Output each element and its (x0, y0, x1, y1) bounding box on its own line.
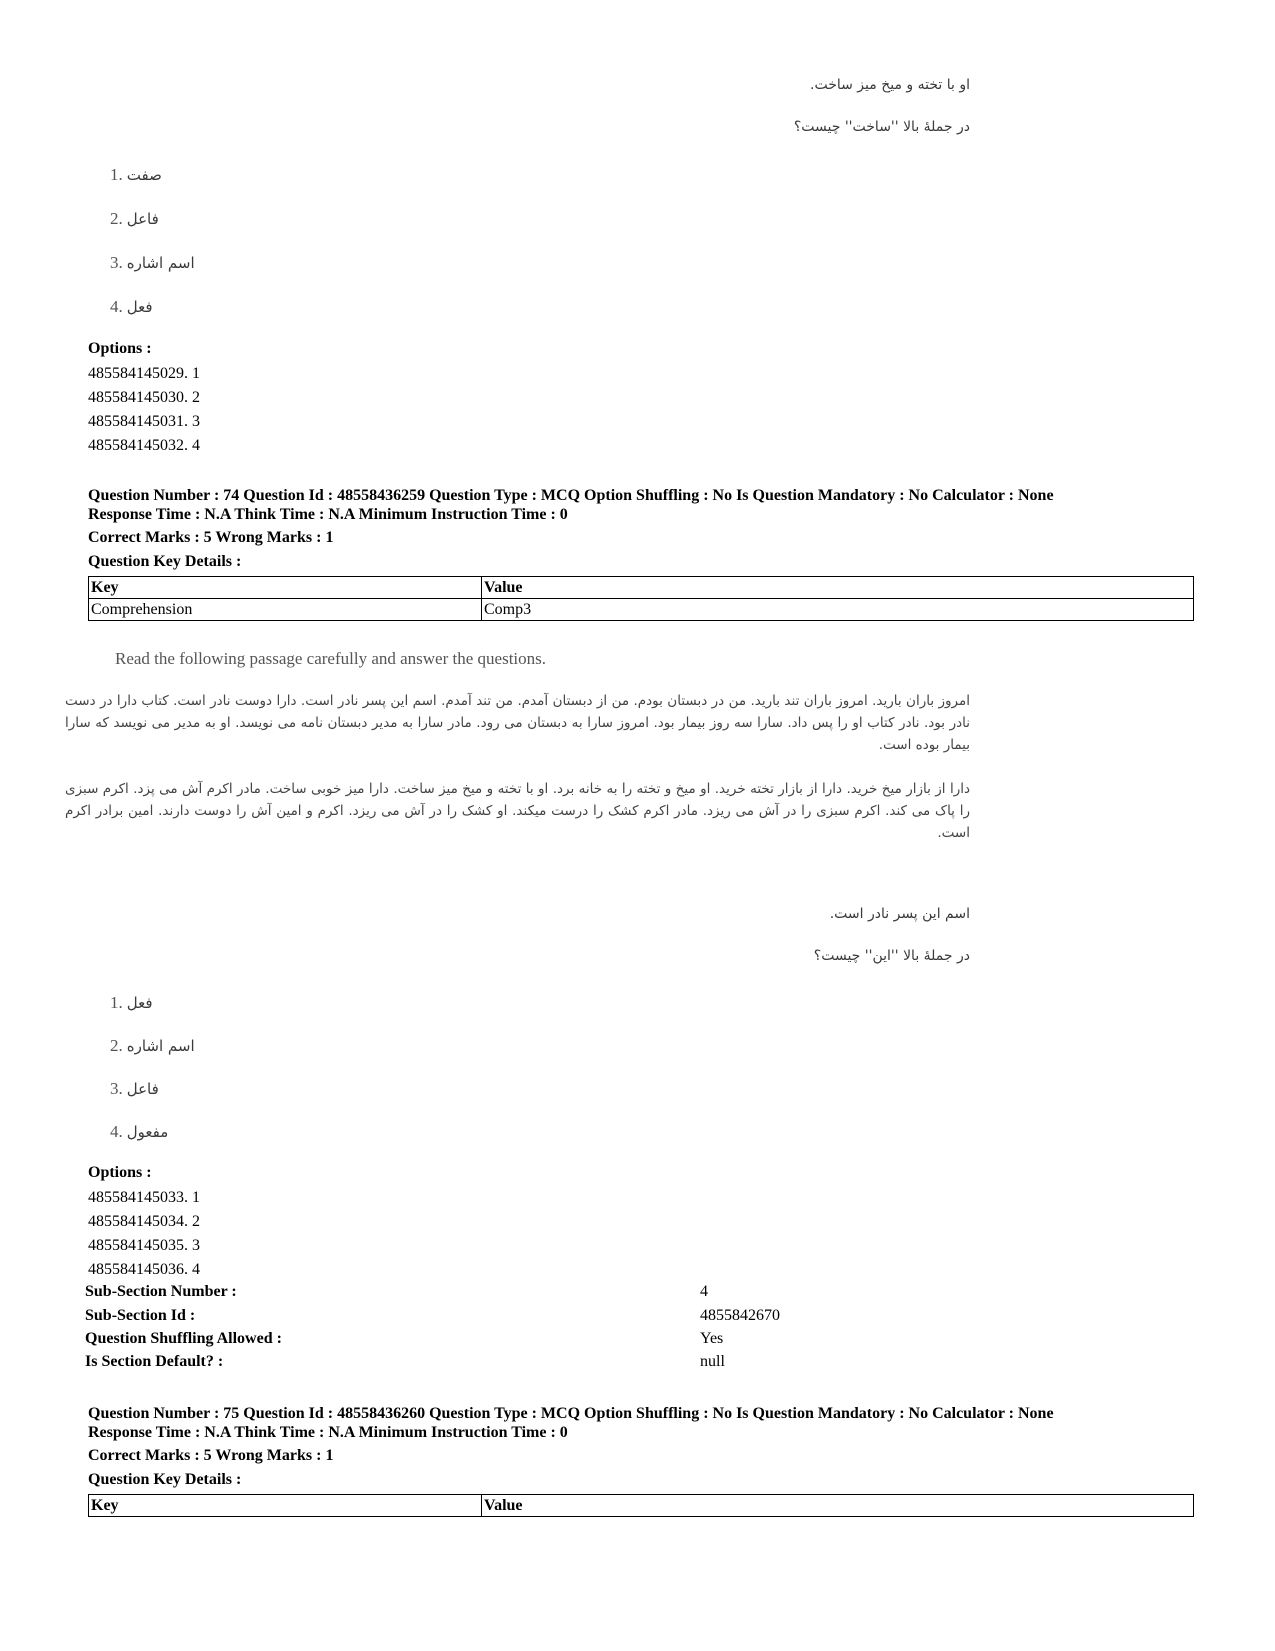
q73-options-list (88, 362, 200, 458)
option-line: 485584145033. 1 (88, 1189, 200, 1206)
q75-meta-line2: Response Time : N.A Think Time : N.A Minimum Instruction Time : 0 (88, 1424, 568, 1441)
subsection-value: null (700, 1353, 725, 1370)
choice-number: 1. (110, 165, 123, 184)
choice-number: 3. (110, 253, 123, 272)
table-cell-value: Comp3 (482, 599, 1194, 621)
subsection-label: Sub-Section Number : (85, 1283, 237, 1300)
q74-key-table (88, 576, 1194, 621)
choice-number: 2. (110, 209, 123, 228)
subsection-value: Yes (700, 1330, 724, 1347)
q75-key-details-label: Question Key Details : (88, 1471, 242, 1488)
q73-choice-1 (110, 165, 162, 185)
q74-meta-line1: Question Number : 74 Question Id : 48558436259 Question Type : MCQ Option Shuffling : No Is Question Mandatory : No Calculator : None (88, 487, 1054, 504)
option-line: 485584145034. 2 (88, 1213, 200, 1230)
table-header-key: Key (89, 577, 482, 599)
option-line: 485584145030. 2 (88, 389, 200, 406)
q73-options-label: Options : (88, 340, 152, 357)
q74-options-label: Options : (88, 1164, 152, 1181)
q74-marks: Correct Marks : 5 Wrong Marks : 1 (88, 529, 334, 546)
option-line: 485584145032. 4 (88, 437, 200, 454)
q74-choice-2 (110, 1036, 195, 1056)
q74-passage-paragraph-1: امروز باران بارید. امروز باران تند بارید. من در دبستان بودم. من از دبستان آمدم. من تند آمدم. اسم این پسر نادر است. دارا دوست نادر است. کتاب دارا در دست نادر بود. نادر کتاب او را پس داد. سارا سه روز بیمار بود. امروز سارا به دبستان می رود. مادر سارا به مدیر دبستان نامه می نویسد. او به مدیر می نویسد که سارا بیمار بوده است. (65, 693, 970, 753)
choice-text: مفعول (126, 1123, 169, 1141)
subsection-label: Is Section Default? : (85, 1353, 224, 1370)
q74-options-list (88, 1186, 200, 1282)
choice-text: اسم اشاره (126, 1037, 195, 1055)
choice-text: اسم اشاره (126, 254, 195, 272)
q74-choice-1 (110, 993, 153, 1013)
q75-meta-line1: Question Number : 75 Question Id : 48558436260 Question Type : MCQ Option Shuffling : No Is Question Mandatory : No Calculator : None (88, 1405, 1054, 1422)
q74-passage-paragraph-2: دارا از بازار میخ خرید. دارا از بازار تخته خرید. او میخ و تخته را به خانه برد. او با تخته و میخ میز ساخت. دارا میز خوبی ساخت. مادر اکرم آش می پزد. اکرم سبزی را پاک می کند. اکرم سبزی را در آش می ریزد. مادر اکرم کشک را درست میکند. او کشک را در آش می ریزد. اکرم و امین آش را دوست دارند. امین برادر اکرم است. (65, 781, 970, 841)
choice-number: 2. (110, 1036, 123, 1055)
table-header-row (89, 1495, 1194, 1517)
option-line: 485584145035. 3 (88, 1237, 200, 1254)
table-header-value: Value (482, 577, 1194, 599)
q74-key-details-label: Question Key Details : (88, 553, 242, 570)
q73-question-text: در جملهٔ بالا ''ساخت'' چیست؟ (793, 119, 970, 135)
table-header-value: Value (482, 1495, 1194, 1517)
q74-sentence: اسم این پسر نادر است. (829, 906, 970, 922)
subsection-value: 4855842670 (700, 1307, 780, 1324)
q73-choice-4 (110, 297, 153, 317)
subsection-value: 4 (700, 1283, 708, 1300)
choice-text: فاعل (126, 210, 159, 228)
table-row (89, 599, 1194, 621)
q75-key-table (88, 1494, 1194, 1517)
choice-number: 3. (110, 1079, 123, 1098)
choice-number: 1. (110, 993, 123, 1012)
choice-number: 4. (110, 297, 123, 316)
q74-choice-3 (110, 1079, 159, 1099)
option-line: 485584145031. 3 (88, 413, 200, 430)
q73-sentence: او با تخته و میخ میز ساخت. (810, 77, 970, 93)
table-header-row (89, 577, 1194, 599)
choice-text: فاعل (126, 1080, 159, 1098)
q75-marks: Correct Marks : 5 Wrong Marks : 1 (88, 1447, 334, 1464)
table-cell-key: Comprehension (89, 599, 482, 621)
q74-passage-intro: Read the following passage carefully and answer the questions. (115, 649, 547, 668)
option-line: 485584145036. 4 (88, 1261, 200, 1278)
q74-choice-4 (110, 1122, 168, 1142)
subsection-label: Sub-Section Id : (85, 1307, 196, 1324)
choice-text: فعل (126, 298, 153, 316)
q73-choice-2 (110, 209, 159, 229)
q74-meta-line2: Response Time : N.A Think Time : N.A Minimum Instruction Time : 0 (88, 506, 568, 523)
choice-number: 4. (110, 1122, 123, 1141)
q73-choice-3 (110, 253, 195, 273)
table-header-key: Key (89, 1495, 482, 1517)
subsection-label: Question Shuffling Allowed : (85, 1330, 282, 1347)
choice-text: صفت (126, 166, 162, 184)
q74-question-text: در جملهٔ بالا ''این'' چیست؟ (813, 948, 970, 964)
option-line: 485584145029. 1 (88, 365, 200, 382)
q75-meta (88, 1404, 1198, 1442)
q74-meta (88, 486, 1198, 524)
choice-text: فعل (126, 994, 153, 1012)
